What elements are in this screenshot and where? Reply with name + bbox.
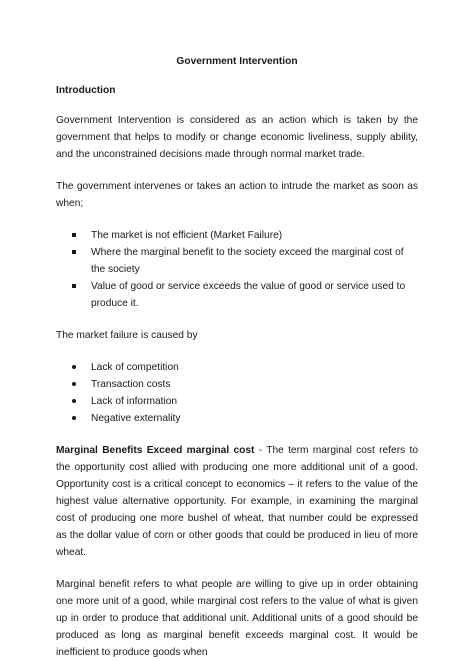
list-item: Lack of information	[72, 393, 418, 410]
list-item: Value of good or service exceeds the value of good or service used to produce it.	[72, 278, 418, 312]
market-failure-causes-list	[56, 359, 418, 427]
list-item: The market is not efficient (Market Failure)	[72, 227, 418, 244]
intervention-conditions-list	[56, 227, 418, 312]
list-item: Negative externality	[72, 410, 418, 427]
intervenes-paragraph: The government intervenes or takes an action to intrude the market as soon as when;	[56, 181, 418, 209]
introduction-heading: Introduction	[56, 85, 116, 96]
marginal-benefit-paragraph-2: Marginal benefit refers to what people are willing to give up in order obtaining one more unit of a good, while marginal cost refers to the value of what is given up in order to produce that additional unit. Additional units of a good should be produced as long as marginal benefit exceeds marginal cost. It would be inefficient to produce goods when	[56, 579, 418, 658]
marginal-benefit-heading: Marginal Benefits Exceed marginal cost	[56, 445, 255, 456]
introduction-paragraph: Government Intervention is considered as an action which is taken by the government that helps to modify or change economic liveliness, supply ability, and the unconstrained decisions made through normal market trade.	[56, 115, 418, 160]
list-item: Lack of competition	[72, 359, 418, 376]
list-item: Transaction costs	[72, 376, 418, 393]
marginal-benefit-paragraph	[56, 442, 418, 561]
marginal-benefit-text: - The term marginal cost refers to the opportunity cost allied with producing one more additional unit of a good. Opportunity cost is a critical concept to economics – it refers to the value of the highest value alternative opportunity. For example, in examining the marginal cost of producing one more bushel of wheat, that number could be expressed as the dollar value of corn or other goods that could be produced in lieu of more wheat.	[56, 445, 418, 558]
document-title: Government Intervention	[176, 56, 298, 67]
list-item: Where the marginal benefit to the society exceed the marginal cost of the society	[72, 244, 418, 278]
market-failure-paragraph: The market failure is caused by	[56, 330, 198, 341]
